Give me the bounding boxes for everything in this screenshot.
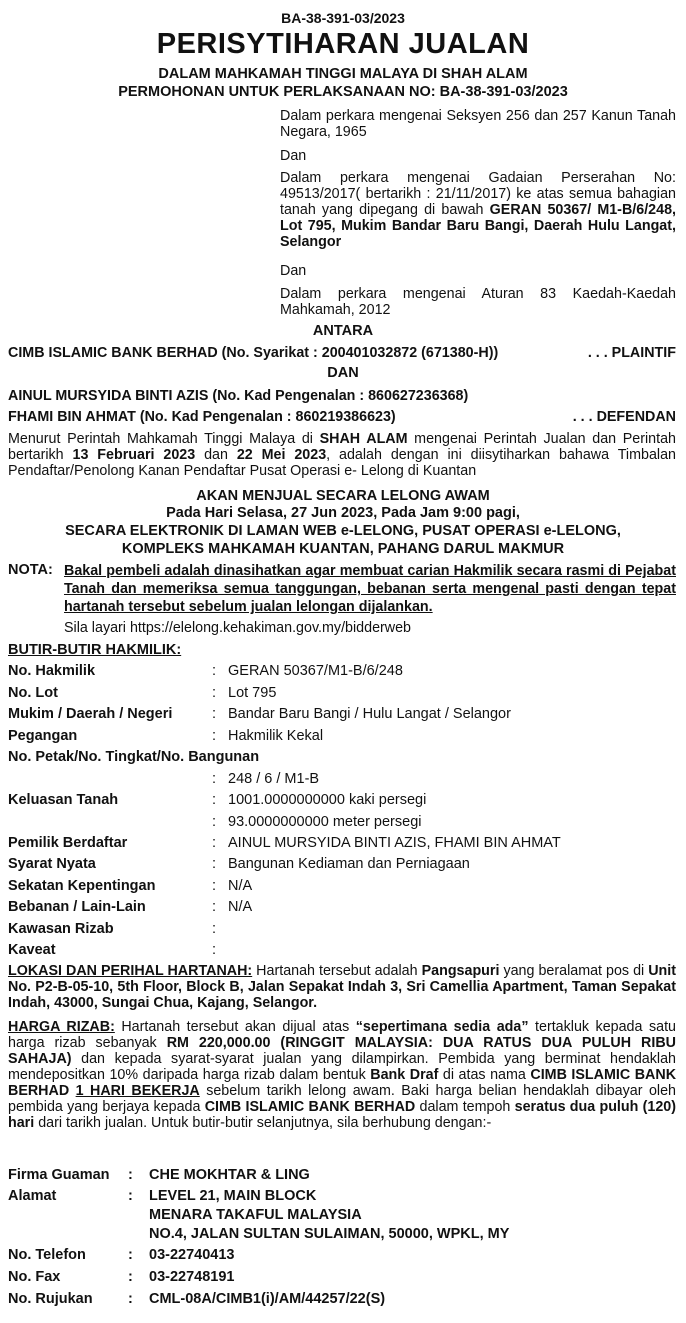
detail-label: Pemilik Berdaftar: [8, 835, 128, 851]
nota-label: NOTA:: [8, 562, 53, 578]
detail-label: Bebanan / Lain-Lain: [8, 899, 146, 915]
detail-label: Kawasan Rizab: [8, 921, 114, 937]
reserve-text-3: dan kepada syarat-syarat jualan yang dilampirkan. Pembida yang berminat hendaklah mendepositkan 10% daripada harga rizab dalam bentuk: [8, 1051, 676, 1083]
detail-label: No. Lot: [8, 685, 58, 701]
firm-label: Alamat: [8, 1188, 57, 1204]
payee-bank: CIMB ISLAMIC BANK BERHAD: [8, 1067, 677, 1099]
detail-colon: :: [212, 663, 217, 679]
order-date-2: 22 Mei 2023: [236, 447, 327, 463]
firm-value: 03-22748191: [149, 1269, 235, 1285]
order-court: SHAH ALAM: [319, 431, 408, 447]
property-type: Pangsapuri: [421, 963, 500, 979]
reserve-paragraph: [8, 1019, 676, 1131]
matter-2: [280, 170, 676, 250]
order-text-3: dan: [195, 447, 237, 463]
antara-label: ANTARA: [312, 323, 374, 339]
firm-value: MENARA TAKAFUL MALAYSIA: [149, 1207, 362, 1223]
nota-text: Bakal pembeli adalah dinasihatkan agar membuat carian Hakmilik secara rasmi di Pejabat Tanah dan memeriksa semua tanggungan, bebanan serta mengenal pasti dengan tepat hartanah tersebut sebelum jualan lelongan dijalankan.: [64, 563, 676, 615]
firm-label: No. Fax: [8, 1269, 61, 1285]
auction-line-1: AKAN MENJUAL SECARA LELONG AWAM: [196, 488, 490, 504]
detail-colon: :: [212, 771, 217, 787]
firm-colon: :: [128, 1167, 133, 1183]
firm-colon: :: [128, 1188, 133, 1204]
order-text-2: mengenai Perintah Jualan dan Perintah bertarikh: [8, 431, 677, 463]
plaintiff-name: CIMB ISLAMIC BANK BERHAD (No. Syarikat : 200401032872 (671380-H)): [8, 345, 499, 361]
matter-dan-2: Dan: [280, 263, 307, 279]
location-label: LOKASI DAN PERIHAL HARTANAH:: [8, 963, 253, 979]
reserve-text-6: dalam tempoh: [415, 1099, 515, 1115]
firm-value: LEVEL 21, MAIN BLOCK: [149, 1188, 317, 1204]
detail-colon: :: [212, 814, 217, 830]
detail-value: Lot 795: [228, 685, 277, 701]
detail-value: 93.0000000000 meter persegi: [228, 814, 422, 830]
detail-value: N/A: [228, 899, 253, 915]
property-address: Unit No. P2-B-05-10, 5th Floor, Block B, Jalan Sepakat Indah 3, Sri Camellia Apartment, Taman Sepakat Indah, 43000, Sungai Chua, Kajang, Selangor.: [8, 963, 676, 1011]
firm-colon: :: [128, 1247, 133, 1263]
detail-value: Bandar Baru Bangi / Hulu Langat / Selangor: [228, 706, 511, 722]
nota-link[interactable]: Sila layari https://elelong.kehakiman.gov.my/bidderweb: [64, 620, 412, 636]
reserve-label: HARGA RIZAB:: [8, 1019, 115, 1035]
firm-value: NO.4, JALAN SULTAN SULAIMAN, 50000, WPKL, MY: [149, 1226, 510, 1242]
matter-3: Dalam perkara mengenai Aturan 83 Kaedah-Kaedah Mahkamah, 2012: [280, 286, 676, 318]
order-paragraph: [8, 431, 676, 479]
location-text-2: yang beralamat pos di: [499, 963, 649, 979]
reserve-text-4: di atas nama: [438, 1067, 531, 1083]
detail-value: 248 / 6 / M1-B: [228, 771, 320, 787]
firm-label: Firma Guaman: [8, 1167, 110, 1183]
case-reference: BA-38-391-03/2023: [281, 10, 405, 26]
defendant-role: . . . DEFENDAN: [572, 409, 676, 425]
firm-colon: :: [128, 1291, 133, 1307]
detail-label: Sekatan Kepentingan: [8, 878, 156, 894]
detail-label: No. Hakmilik: [8, 663, 96, 679]
detail-label: Mukim / Daerah / Negeri: [8, 706, 173, 722]
firm-colon: :: [128, 1269, 133, 1285]
detail-value: N/A: [228, 878, 253, 894]
reserve-price: RM 220,000.00 (RINGGIT MALAYSIA: DUA RATUS DUA PULUH RIBU SAHAJA): [8, 1035, 676, 1067]
firm-value: CML-08A/CIMB1(i)/AM/44257/22(S): [149, 1291, 386, 1307]
detail-colon: :: [212, 728, 217, 744]
payee-bank-2: CIMB ISLAMIC BANK BERHAD: [204, 1099, 416, 1115]
detail-label: Pegangan: [8, 728, 78, 744]
matter-dan-1: Dan: [280, 148, 307, 164]
reserve-text-2: tertakluk kepada satu harga rizab sebanyak: [8, 1019, 676, 1051]
plaintiff-role: . . . PLAINTIF: [587, 345, 676, 361]
location-paragraph: [8, 963, 676, 1011]
bank-draft: Bank Draf: [370, 1067, 439, 1083]
detail-label: Syarat Nyata: [8, 856, 96, 872]
detail-colon: :: [212, 921, 217, 937]
order-text-4: , adalah dengan ini diisytiharkan bahawa Timbalan Pendaftar/Penolong Kanan Pendaftar Pusat Operasi e- Lelong di Kuantan: [8, 447, 676, 479]
plaintiff-row: [8, 345, 676, 361]
detail-colon: :: [212, 942, 217, 958]
firm-value: 03-22740413: [149, 1247, 235, 1263]
matter-2-title-bold: GERAN 50367/ M1-B/6/248, Lot 795, Mukim Bandar Baru Bangi, Daerah Hulu Langat, Selangor: [280, 202, 676, 250]
defendant-2: FHAMI BIN AHMAT (No. Kad Pengenalan : 860219386623): [8, 409, 396, 425]
location-text-1: Hartanah tersebut adalah: [252, 963, 422, 979]
defendant-2-row: [8, 409, 676, 425]
reserve-text-7: dari tarikh jualan. Untuk butir-butir selanjutnya, sila berhubung dengan:-: [34, 1115, 492, 1131]
payment-period: seratus dua puluh (120) hari: [8, 1099, 676, 1131]
auction-venue-1: SECARA ELEKTRONIK DI LAMAN WEB e-LELONG, PUSAT OPERASI e-LELONG,: [65, 523, 621, 539]
firm-label: No. Rujukan: [8, 1291, 93, 1307]
order-date-1: 13 Februari 2023: [72, 447, 196, 463]
defendant-1: AINUL MURSYIDA BINTI AZIS (No. Kad Pengenalan : 860627236368): [8, 388, 469, 404]
detail-colon: :: [212, 792, 217, 808]
dan-label: DAN: [327, 365, 359, 381]
matter-2-text: Dalam perkara mengenai Gadaian Perserahan No: 49513/2017( bertarikh : 21/11/2017) ke atas semua bahagian tanah yang dipegang di bawah: [280, 170, 676, 218]
reserve-text-5: sebelum tarikh lelong awam. Baki harga belian hendaklah dibayar oleh pembida yang berjaya kepada: [8, 1083, 676, 1115]
application-number: PERMOHONAN UNTUK PERLAKSANAAN NO: BA-38-391-03/2023: [118, 84, 568, 100]
firm-label: No. Telefon: [8, 1247, 86, 1263]
order-text-1: Menurut Perintah Mahkamah Tinggi Malaya di: [8, 431, 320, 447]
court-name: DALAM MAHKAMAH TINGGI MALAYA DI SHAH ALAM: [158, 66, 528, 82]
details-heading: BUTIR-BUTIR HAKMILIK:: [8, 642, 182, 658]
detail-value: GERAN 50367/M1-B/6/248: [228, 663, 403, 679]
firm-value: CHE MOKHTAR & LING: [149, 1167, 310, 1183]
reserve-text-1: Hartanah tersebut akan dijual atas: [114, 1019, 356, 1035]
detail-colon: :: [212, 856, 217, 872]
matter-1: Dalam perkara mengenai Seksyen 256 dan 257 Kanun Tanah Negara, 1965: [280, 108, 676, 140]
page-title: PERISYTIHARAN JUALAN: [156, 28, 530, 60]
detail-colon: :: [212, 685, 217, 701]
detail-colon: :: [212, 706, 217, 722]
detail-label: No. Petak/No. Tingkat/No. Bangunan: [8, 749, 260, 765]
deposit-deadline: 1 HARI BEKERJA: [75, 1083, 200, 1099]
detail-value: Bangunan Kediaman dan Perniagaan: [228, 856, 470, 872]
detail-value: AINUL MURSYIDA BINTI AZIS, FHAMI BIN AHMAT: [228, 835, 561, 851]
detail-label: Kaveat: [8, 942, 56, 958]
auction-venue-2: KOMPLEKS MAHKAMAH KUANTAN, PAHANG DARUL MAKMUR: [121, 541, 565, 557]
detail-colon: :: [212, 899, 217, 915]
detail-colon: :: [212, 835, 217, 851]
detail-label: Keluasan Tanah: [8, 792, 119, 808]
auction-date: Pada Hari Selasa, 27 Jun 2023, Pada Jam 9:00 pagi,: [166, 505, 520, 521]
as-is-clause: “sepertimana sedia ada”: [355, 1019, 529, 1035]
detail-value: 1001.0000000000 kaki persegi: [228, 792, 427, 808]
detail-colon: :: [212, 878, 217, 894]
detail-value: Hakmilik Kekal: [228, 728, 324, 744]
